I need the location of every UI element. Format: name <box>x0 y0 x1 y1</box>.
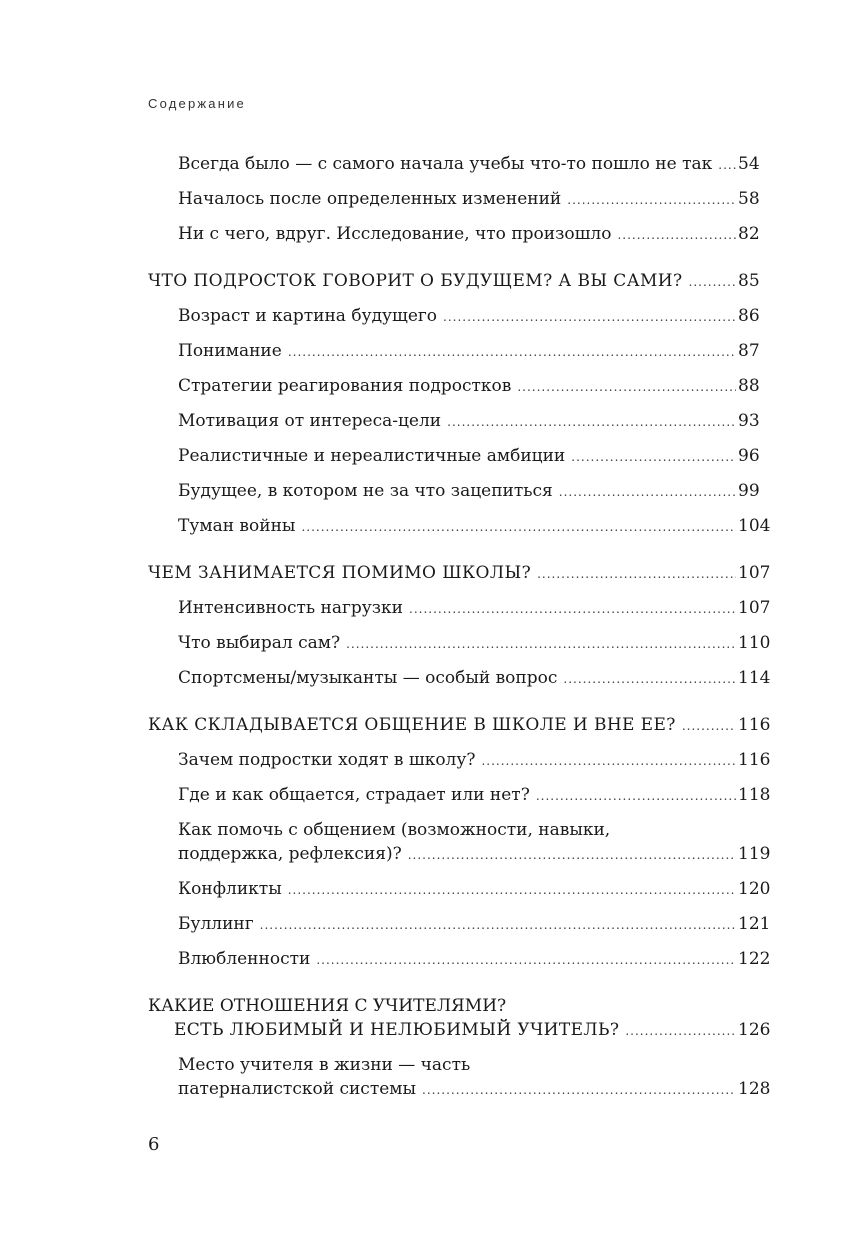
toc-entry-page: 116 <box>738 750 771 770</box>
toc-chapter[interactable] <box>148 269 758 294</box>
toc-entry-page: 88 <box>738 376 760 396</box>
dot-leader <box>563 666 736 691</box>
toc-entry-title: Стратегии реагирования подростков <box>178 376 512 396</box>
dot-leader <box>409 596 736 621</box>
page-number: 6 <box>148 1134 160 1155</box>
dot-leader <box>517 374 736 399</box>
table-of-contents <box>148 152 771 1102</box>
toc-entry-title: Где и как общается, страдает или нет? <box>178 785 530 805</box>
toc-entry[interactable] <box>148 409 758 434</box>
toc-entry[interactable] <box>148 339 758 364</box>
toc-entry-page: 118 <box>738 785 771 805</box>
dot-leader <box>288 339 736 364</box>
dot-leader <box>536 783 736 808</box>
dot-leader <box>567 187 736 212</box>
toc-entry[interactable] <box>148 912 771 937</box>
toc-entry-page: 107 <box>738 598 771 618</box>
toc-entry-title: Что выбирал сам? <box>178 633 341 653</box>
toc-entry[interactable] <box>148 877 771 902</box>
toc-entry-page: 93 <box>738 411 760 431</box>
toc-entry[interactable] <box>148 152 758 177</box>
toc-entry-title: Реалистичные и нереалистичные амбиции <box>178 446 566 466</box>
dot-leader <box>571 444 736 469</box>
dot-leader <box>288 877 736 902</box>
dot-leader <box>408 842 736 867</box>
toc-entry[interactable] <box>148 631 771 656</box>
toc-entry-title: Буллинг <box>178 914 254 934</box>
toc-chapter-page: 107 <box>738 563 771 583</box>
dot-leader <box>301 514 736 539</box>
toc-entry[interactable] <box>148 748 771 773</box>
toc-entry-title: Возраст и картина будущего <box>178 306 438 326</box>
toc-chapter-page: 116 <box>738 715 771 735</box>
toc-entry-title: патерналистской системы <box>178 1079 417 1099</box>
dot-leader <box>422 1077 736 1102</box>
toc-entry[interactable] <box>148 304 758 329</box>
toc-entry[interactable] <box>148 479 758 504</box>
dot-leader <box>346 631 736 656</box>
dot-leader <box>316 947 736 972</box>
toc-entry-page: 58 <box>738 189 760 209</box>
toc-entry[interactable] <box>148 666 771 691</box>
toc-entry-title: Спортсмены/музыканты — особый вопрос <box>178 668 558 688</box>
toc-entry-page: 119 <box>738 844 771 864</box>
toc-chapter-multiline[interactable] <box>148 994 771 1043</box>
dot-leader <box>689 269 736 294</box>
toc-entry[interactable] <box>148 374 758 399</box>
toc-entry-title: Всегда было — с самого начала учебы что-то пошло не так <box>178 154 713 174</box>
toc-entry-title: Туман войны <box>178 516 296 536</box>
running-header: Содержание <box>148 96 246 111</box>
toc-entry-title: Началось после определенных изменений <box>178 189 562 209</box>
toc-entry-page: 87 <box>738 341 760 361</box>
toc-entry-page: 121 <box>738 914 771 934</box>
toc-entry-title: поддержка, рефлексия)? <box>178 844 402 864</box>
toc-chapter-title: ЕСТЬ ЛЮБИМЫЙ И НЕЛЮБИМЫЙ УЧИТЕЛЬ? <box>174 1020 620 1040</box>
dot-leader <box>443 304 736 329</box>
toc-chapter-page: 85 <box>738 271 760 291</box>
toc-entry-page: 104 <box>738 516 771 536</box>
toc-chapter-title: ЧТО ПОДРОСТОК ГОВОРИТ О БУДУЩЕМ? А ВЫ САМИ? <box>148 271 683 291</box>
toc-entry[interactable] <box>148 947 771 972</box>
toc-entry[interactable] <box>148 783 771 808</box>
toc-entry-page: 114 <box>738 668 771 688</box>
toc-entry[interactable] <box>148 222 758 247</box>
toc-chapter[interactable] <box>148 713 771 738</box>
toc-entry-title: Ни с чего, вдруг. Исследование, что произошло <box>178 224 612 244</box>
toc-entry-page: 110 <box>738 633 771 653</box>
dot-leader <box>260 912 736 937</box>
toc-chapter-title-line1: КАКИЕ ОТНОШЕНИЯ С УЧИТЕЛЯМИ? <box>148 996 507 1016</box>
dot-leader <box>559 479 736 504</box>
dot-leader <box>718 152 736 177</box>
toc-entry-page: 128 <box>738 1079 771 1099</box>
toc-chapter[interactable] <box>148 561 771 586</box>
toc-entry-page: 86 <box>738 306 760 326</box>
toc-entry-multiline[interactable] <box>148 1053 771 1102</box>
toc-entry-title: Понимание <box>178 341 282 361</box>
toc-entry-page: 54 <box>738 154 760 174</box>
toc-entry-title: Зачем подростки ходят в школу? <box>178 750 476 770</box>
toc-entry-title: Мотивация от интереса-цели <box>178 411 442 431</box>
toc-entry-page: 99 <box>738 481 760 501</box>
toc-entry[interactable] <box>148 444 758 469</box>
dot-leader <box>537 561 736 586</box>
toc-entry-page: 122 <box>738 949 771 969</box>
toc-entry-page: 120 <box>738 879 771 899</box>
toc-entry-title: Влюбленности <box>178 949 311 969</box>
dot-leader <box>617 222 736 247</box>
dot-leader <box>481 748 736 773</box>
toc-entry-title: Конфликты <box>178 879 282 899</box>
toc-entry-multiline[interactable] <box>148 818 771 867</box>
toc-chapter-page: 126 <box>738 1020 771 1040</box>
toc-entry[interactable] <box>148 514 771 539</box>
dot-leader <box>447 409 736 434</box>
toc-chapter-title: ЧЕМ ЗАНИМАЕТСЯ ПОМИМО ШКОЛЫ? <box>148 563 532 583</box>
toc-entry-title-line1: Место учителя в жизни — часть <box>178 1055 471 1075</box>
toc-entry-title: Интенсивность нагрузки <box>178 598 404 618</box>
toc-entry-title: Будущее, в котором не за что зацепиться <box>178 481 553 501</box>
toc-entry-title-line1: Как помочь с общением (возможности, навыки, <box>178 820 611 840</box>
dot-leader <box>682 713 736 738</box>
toc-entry[interactable] <box>148 596 771 621</box>
toc-entry[interactable] <box>148 187 758 212</box>
toc-entry-page: 82 <box>738 224 760 244</box>
toc-chapter-title: КАК СКЛАДЫВАЕТСЯ ОБЩЕНИЕ В ШКОЛЕ И ВНЕ ЕЕ? <box>148 715 676 735</box>
toc-entry-page: 96 <box>738 446 760 466</box>
dot-leader <box>625 1018 736 1043</box>
